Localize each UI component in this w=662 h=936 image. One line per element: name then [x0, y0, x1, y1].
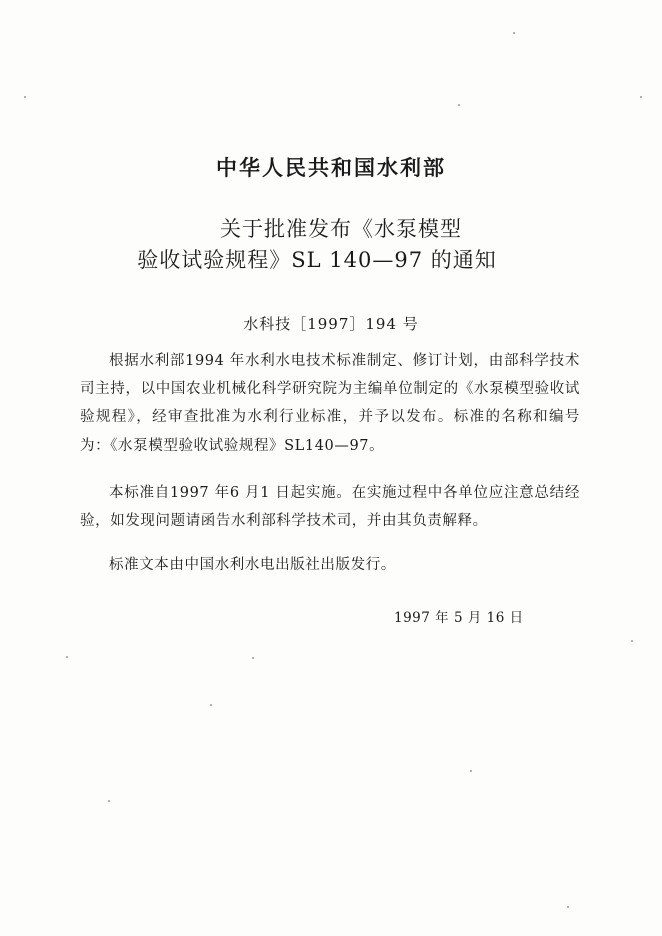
scan-speck: [631, 640, 633, 642]
scan-speck: [66, 656, 68, 658]
scan-speck: [458, 104, 460, 106]
scan-speck: [252, 657, 254, 659]
scan-speck: [108, 800, 110, 802]
notice-title-line-2: 验收试验规程》SL 140—97 的通知: [137, 248, 497, 272]
body-paragraph-1: 根据水利部1994 年水利水电技术标准制定、修订计划，由部科学技术司主持，以中国农业机械化科学研究院为主编单位制定的《水泵模型验收试验规程》，经审查批准为水利行业标准，并予以发布。标准的名称和编号为：《水泵模型验收试验规程》SL140—97。: [80, 353, 580, 454]
scan-speck: [24, 96, 26, 98]
body-paragraph-2: 本标准自1997 年6 月1 日起实施。在实施过程中各单位应注意总结经验，如发现问题请函告水利部科学技术司，并由其负责解释。: [80, 485, 580, 530]
scan-speck: [210, 704, 212, 706]
notice-title-line-1: 关于批准发布《水泵模型: [220, 217, 462, 241]
scan-speck: [513, 32, 515, 34]
scan-speck: [640, 96, 642, 98]
body-paragraph-3: 标准文本由中国水利水电出版社出版发行。: [109, 557, 396, 573]
issue-date: 1997 年 5 月 16 日: [394, 610, 524, 626]
scan-speck: [470, 770, 472, 772]
issuer-heading: 中华人民共和国水利部: [216, 155, 446, 180]
document-number: 水科技［1997］194 号: [243, 315, 419, 333]
scan-speck: [567, 906, 569, 908]
